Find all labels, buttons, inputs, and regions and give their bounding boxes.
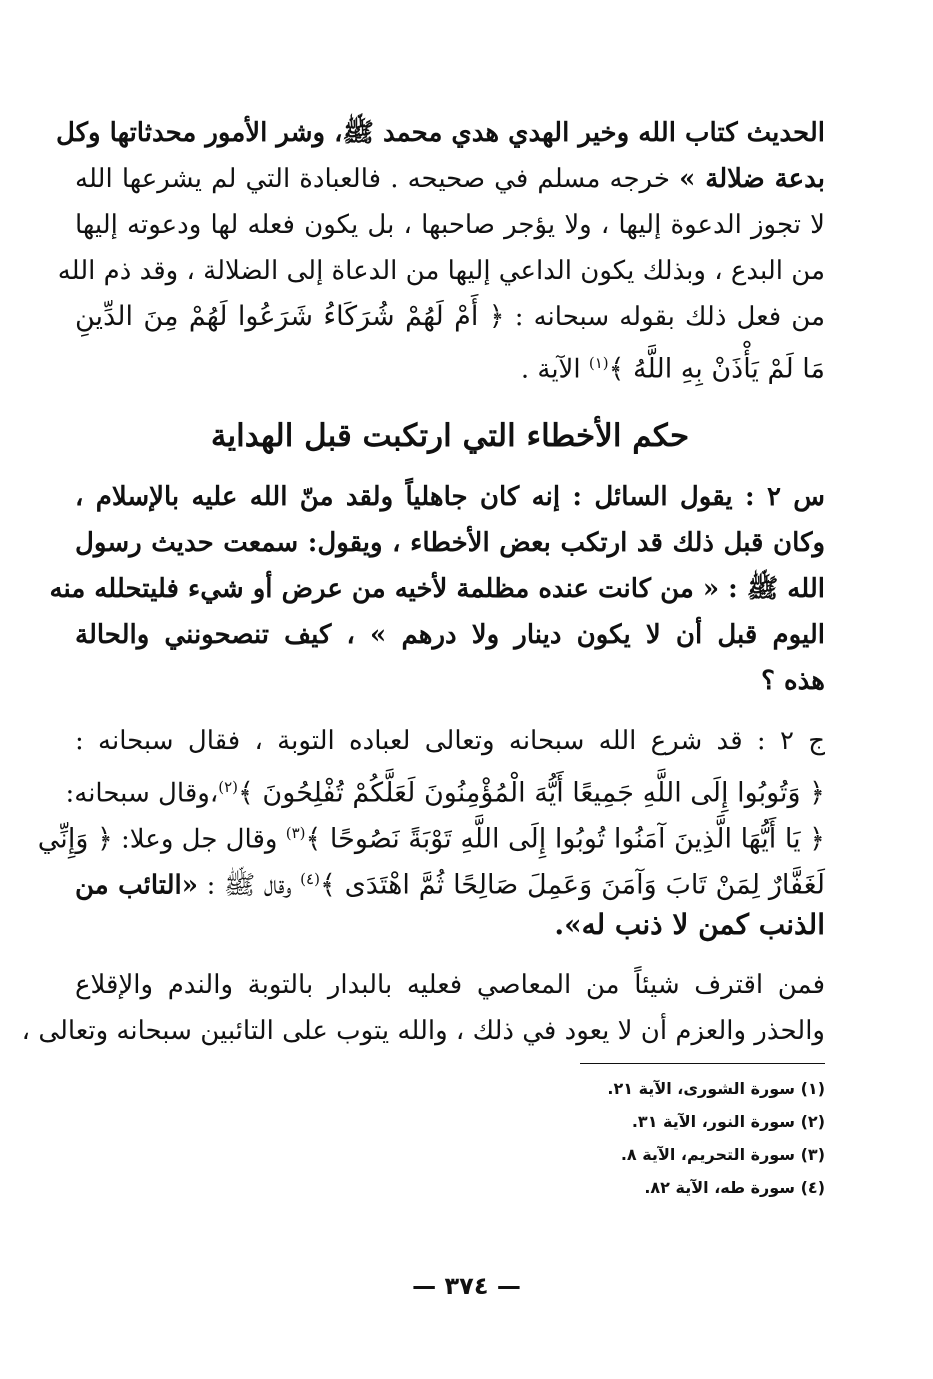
section-heading: حكم الأخطاء التي ارتكبت قبل الهداية: [210, 418, 690, 454]
question-block: [49, 474, 825, 704]
footnote-item: (٤) سورة طه، الآية ٨٢.: [644, 1178, 825, 1197]
page-number: — ٣٧٤ —: [412, 1272, 521, 1300]
answer-line: الذنب كمن لا ذنب له».: [554, 908, 825, 941]
bold-text: بدعة ضلالة »: [679, 164, 825, 194]
footnote-ref: (١): [588, 354, 609, 372]
bold-text: «التائب من: [75, 870, 198, 901]
plain-text: وقال جل وعلا:: [121, 824, 278, 855]
answer-line: ج ٢ : قد شرع الله سبحانه وتعالى لعباده التوبة ، فقال سبحانه :: [75, 726, 825, 756]
question-line: هذه ؟: [761, 666, 825, 696]
spacer: [75, 948, 825, 962]
footnotes: [607, 1072, 825, 1204]
quran-verse: ﴿ وَإِنِّي: [37, 823, 113, 855]
question-line: س ٢ : يقول السائل : إنه كان جاهلياً ولقد منّ الله عليه بالإسلام ،: [75, 482, 825, 512]
question-line: اليوم قبل أن لا يكون دينار ولا درهم » ، كيف تنصحونني والحالة: [75, 620, 825, 650]
question-line: وكان قبل ذلك قد ارتكب بعض الأخطاء ، ويقول: سمعت حديث رسول: [75, 528, 825, 558]
plain-text: الآية .: [520, 354, 581, 385]
quran-verse: ﴿ وَتُوبُوا إِلَى اللَّهِ جَمِيعًا أَيُّهَ الْمُؤْمِنُونَ لَعَلَّكُمْ تُفْلِحُونَ ﴾: [238, 777, 825, 809]
footnote-item: (١) سورة الشورى، الآية ٢١.: [607, 1079, 825, 1098]
answer-line: [37, 810, 825, 856]
paragraph-advice: [21, 962, 825, 1054]
footnote-divider: [580, 1063, 825, 1064]
question-line: الله ﷺ : « من كانت عنده مظلمة لأخيه من عرض أو شيء فليتحلله منه: [49, 574, 825, 604]
footnote-ref: (٣): [285, 824, 306, 842]
text-line: [75, 294, 825, 340]
quran-verse: ﴿ يَا أَيُّهَا الَّذِينَ آمَنُوا تُوبُوا إِلَى اللَّهِ تَوْبَةً نَصُوحًا ﴾: [305, 823, 825, 855]
plain-text: وقال ﷺ :: [206, 870, 292, 901]
quran-verse: مَا لَمْ يَأْذَنْ بِهِ اللَّهُ ﴾: [608, 353, 825, 385]
footnote-ref: (٤): [300, 870, 320, 888]
plain-text: ،وقال سبحانه:: [65, 778, 219, 809]
plain-text: من فعل ذلك بقوله سبحانه :: [514, 302, 825, 332]
answer-line: [75, 856, 825, 902]
page-body: [21, 110, 825, 1054]
footnote-item: (٣) سورة التحريم، الآية ٨.: [620, 1145, 825, 1164]
footnote-ref: (٢): [218, 778, 239, 796]
spacer: [75, 704, 825, 718]
answer-block: [37, 718, 825, 948]
paragraph-hadith: [55, 110, 825, 386]
text-line: [75, 340, 825, 386]
quran-verse: ﴿ أَمْ لَهُمْ شُرَكَاءُ شَرَعُوا لَهُمْ مِنَ الدِّينِ: [75, 301, 505, 332]
text-line: [75, 156, 825, 202]
text-line: لا تجوز الدعوة إليها ، ولا يؤجر صاحبها ، بل يكون فعله لها ودعوته إليها: [75, 210, 825, 240]
text-line: الحديث كتاب الله وخير الهدي هدي محمد ﷺ، وشر الأمور محدثاتها وكل: [55, 118, 825, 148]
text-line: من البدع ، وبذلك يكون الداعي إليها من الدعاة إلى الضلالة ، وقد ذم الله: [57, 256, 825, 286]
quran-verse: لَغَفَّارٌ لِمَنْ تَابَ وَآمَنَ وَعَمِلَ صَالِحًا ثُمَّ اهْتَدَى ﴾: [319, 869, 825, 901]
text-line: والحذر والعزم أن لا يعود في ذلك ، والله يتوب على التائبين سبحانه وتعالى ،: [21, 1016, 825, 1046]
footnote-item: (٢) سورة النور، الآية ٣١.: [631, 1112, 825, 1131]
text-line: فمن اقترف شيئاً من المعاصي فعليه بالبدار بالتوبة والندم والإقلاع: [75, 970, 825, 1000]
answer-line: [65, 764, 825, 810]
plain-text: خرجه مسلم في صحيحه . فالعبادة التي لم يشرعها الله: [75, 164, 670, 194]
